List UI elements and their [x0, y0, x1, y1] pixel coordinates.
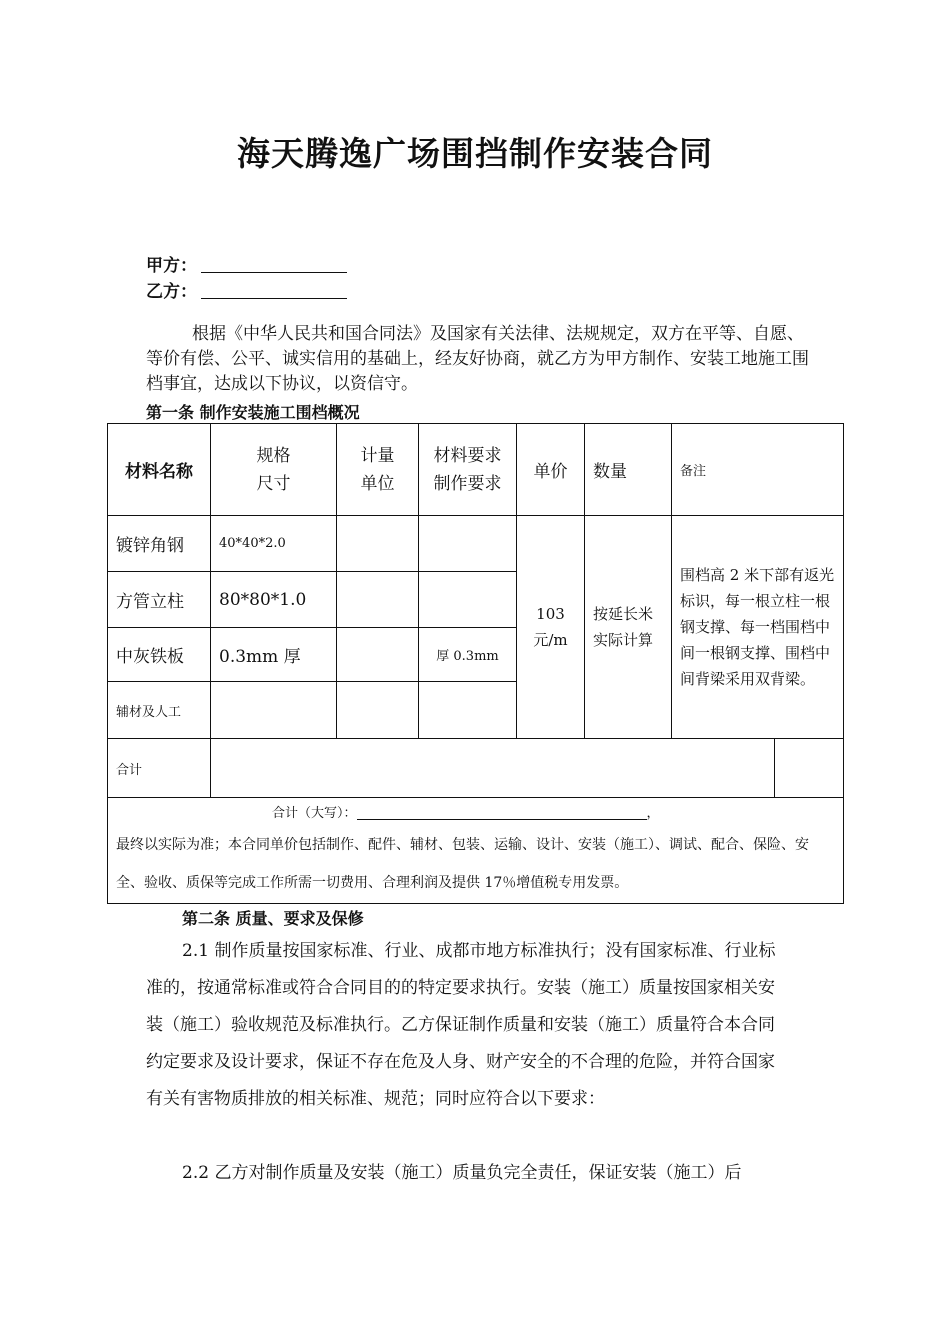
party-b: [146, 277, 347, 302]
party-b-label: 乙方：: [146, 282, 197, 302]
pricing-note: [108, 826, 843, 902]
total-caps-label: 合计（大写）：: [272, 806, 357, 821]
header-req-line2: 制作要求: [433, 473, 502, 494]
row3-spec: 0.3mm 厚: [211, 628, 337, 682]
row2-req: [419, 572, 517, 628]
party-b-field[interactable]: [201, 282, 347, 299]
party-a-label: 甲方：: [146, 256, 197, 276]
header-unit-line1: 计量: [360, 445, 395, 466]
row3-unit: [337, 628, 419, 682]
total-extra: [775, 739, 844, 798]
header-spec-line2: 尺寸: [256, 473, 291, 494]
row1-req: [419, 516, 517, 572]
total-label: 合计: [108, 739, 211, 798]
row3-name: 中灰铁板: [108, 628, 211, 682]
article1-heading: 第一条 制作安装施工围档概况: [146, 403, 360, 422]
header-material-name: 材料名称: [108, 424, 211, 516]
total-value[interactable]: [211, 739, 775, 798]
intro-paragraph: 根据《中华人民共和国合同法》及国家有关法律、法规规定，双方在平等、自愿、等价有偿、公平、诚实信用的基础上，经友好协商，就乙方为甲方制作、安装工地施工围档事宜，达成以下协议，以资信守。: [146, 324, 809, 394]
total-caps-field[interactable]: [357, 804, 647, 820]
party-a-field[interactable]: [201, 256, 347, 273]
article2-p1: 2.1 制作质量按国家标准、行业、成都市地方标准执行；没有国家标准、行业标准的，按通常标准或符合合同目的的特定要求执行。安装（施工）质量按国家相关安装（施工）验收规范及标准执行。乙方保证制作质量和安装（施工）质量符合本合同约定要求及设计要求，保证不存在危及人身、财产安全的不合理的危险，并符合国家有关有害物质排放的相关标准、规范；同时应符合以下要求：: [146, 941, 776, 1109]
notes-row: [108, 798, 844, 904]
row2-name: 方管立柱: [108, 572, 211, 628]
header-remark: 备注: [672, 424, 844, 516]
header-qty: 数量: [585, 424, 672, 516]
row3-req: 厚 0.3mm: [419, 628, 517, 682]
article2-p2: 2.2 乙方对制作质量及安装（施工）质量负完全责任，保证安装（施工）后: [182, 1163, 742, 1183]
row4-spec: [211, 682, 337, 739]
article2-heading: 第二条 质量、要求及保修: [182, 909, 364, 928]
document-title: 海天腾逸广场围挡制作安装合同: [237, 134, 713, 173]
header-spec-line1: 规格: [256, 445, 291, 466]
header-unit-line2: 单位: [360, 473, 395, 494]
materials-table: [107, 423, 844, 904]
row1-spec: 40*40*2.0: [211, 516, 337, 572]
qty-cell: 按延长米实际计算: [585, 516, 672, 739]
header-req: [419, 424, 517, 516]
pricing-note-text: 最终以实际为准；本合同单价包括制作、配件、辅材、包装、运输、设计、安装（施工）、调试、配合、保险、安全、验收、质保等完成工作所需一切费用、合理利润及提供 17％增值税专用发票。: [116, 837, 809, 891]
total-caps: [272, 802, 843, 826]
remark-cell: 围档高 2 米下部有返光标识，每一根立柱一根钢支撑、每一档围档中间一根钢支撑、围档中间背梁采用双背梁。: [672, 516, 844, 739]
row1-unit: [337, 516, 419, 572]
row4-unit: [337, 682, 419, 739]
header-price: 单价: [517, 424, 585, 516]
price-cell: 103 元/m: [517, 516, 585, 739]
total-caps-suffix: ，: [646, 806, 660, 821]
total-row: [108, 739, 844, 798]
row4-req: [419, 682, 517, 739]
row1-name: 镀锌角钢: [108, 516, 211, 572]
row2-unit: [337, 572, 419, 628]
header-spec: [211, 424, 337, 516]
row4-name: 辅材及人工: [108, 682, 211, 739]
header-req-line1: 材料要求: [433, 445, 502, 466]
notes-cell: [108, 798, 844, 904]
table-row: [108, 516, 844, 572]
header-row: [108, 424, 844, 516]
party-a: [146, 251, 347, 276]
row2-spec: 80*80*1.0: [211, 572, 337, 628]
header-unit: [337, 424, 419, 516]
